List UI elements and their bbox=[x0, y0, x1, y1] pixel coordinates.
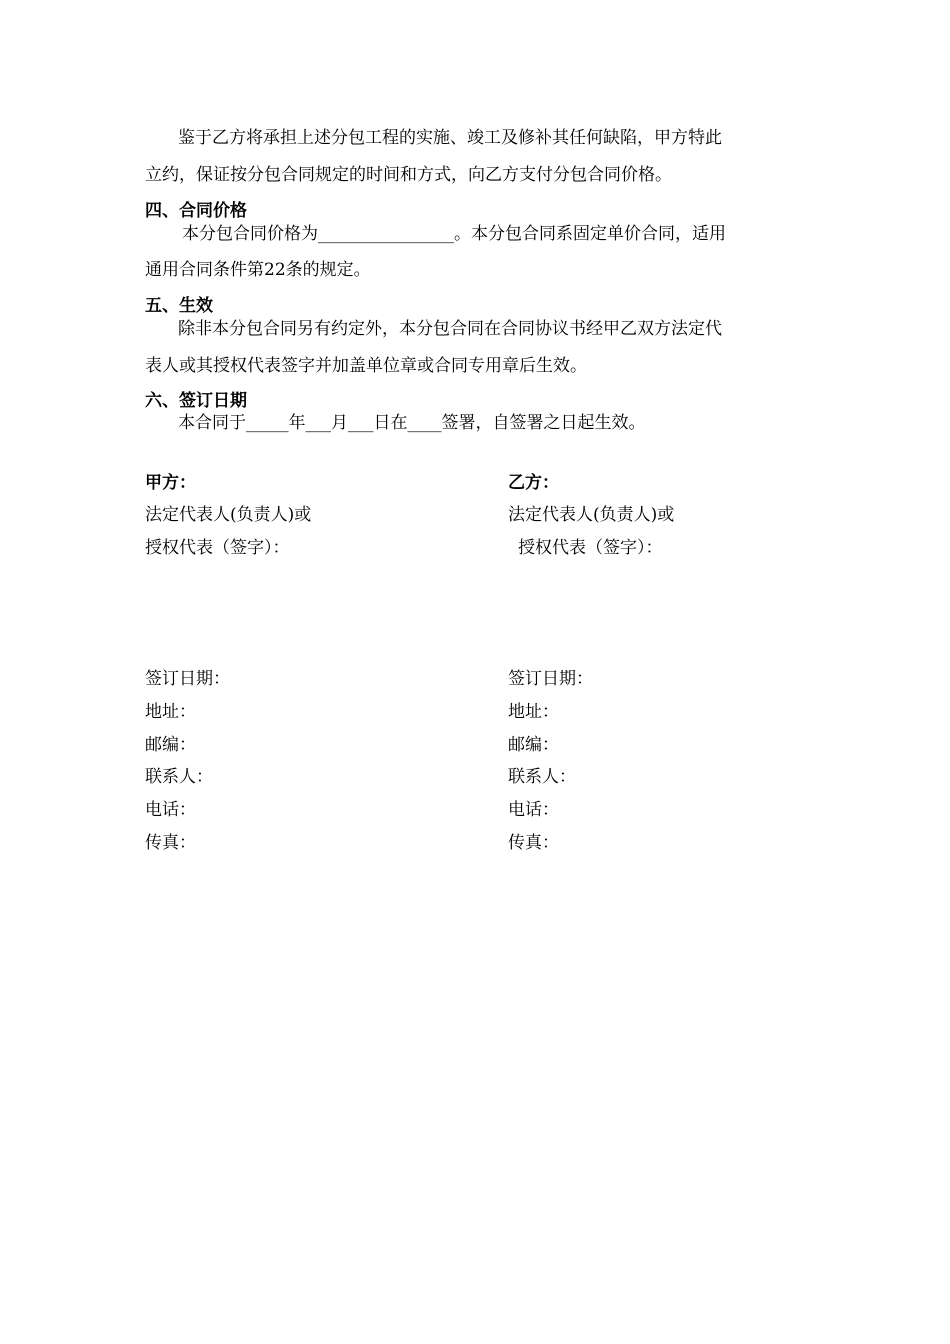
party-a-phone: 电话： bbox=[145, 800, 196, 820]
party-a-fax: 传真： bbox=[145, 833, 196, 853]
party-b-representative-line-2: 授权代表（签字）： bbox=[518, 538, 663, 558]
party-a-contact: 联系人： bbox=[145, 767, 213, 787]
party-b-title: 乙方： bbox=[508, 473, 559, 493]
section4-line-2: 通用合同条件第22条的规定。 bbox=[145, 260, 371, 280]
party-a-representative-line-1: 法定代表人(负责人)或 bbox=[145, 505, 312, 525]
party-a-signing-date: 签订日期： bbox=[145, 669, 230, 689]
section-heading-signing-date: 六、签订日期 bbox=[145, 391, 247, 411]
section-heading-effectiveness: 五、生效 bbox=[145, 296, 213, 316]
party-b-representative-line-1: 法定代表人(负责人)或 bbox=[508, 505, 675, 525]
party-b-contact: 联系人： bbox=[508, 767, 576, 787]
party-b-postcode: 邮编： bbox=[508, 735, 559, 755]
preamble-line-1: 鉴于乙方将承担上述分包工程的实施、竣工及修补其任何缺陷，甲方特此 bbox=[178, 128, 722, 148]
section5-line-2: 表人或其授权代表签字并加盖单位章或合同专用章后生效。 bbox=[145, 356, 587, 376]
section5-line-1: 除非本分包合同另有约定外，本分包合同在合同协议书经甲乙双方法定代 bbox=[178, 319, 722, 339]
section4-line-1: 本分包合同价格为________________。本分包合同系固定单价合同，适用 bbox=[182, 224, 726, 244]
section-heading-contract-price: 四、合同价格 bbox=[145, 201, 247, 221]
party-b-phone: 电话： bbox=[508, 800, 559, 820]
preamble-line-2: 立约，保证按分包合同规定的时间和方式，向乙方支付分包合同价格。 bbox=[145, 165, 672, 185]
party-a-postcode: 邮编： bbox=[145, 735, 196, 755]
section6-line-1: 本合同于_____年___月___日在____签署，自签署之日起生效。 bbox=[178, 413, 646, 433]
party-a-address: 地址： bbox=[145, 702, 196, 722]
party-b-address: 地址： bbox=[508, 702, 559, 722]
party-a-representative-line-2: 授权代表（签字）： bbox=[145, 538, 290, 558]
party-b-signing-date: 签订日期： bbox=[508, 669, 593, 689]
party-b-fax: 传真： bbox=[508, 833, 559, 853]
party-a-title: 甲方： bbox=[145, 473, 196, 493]
